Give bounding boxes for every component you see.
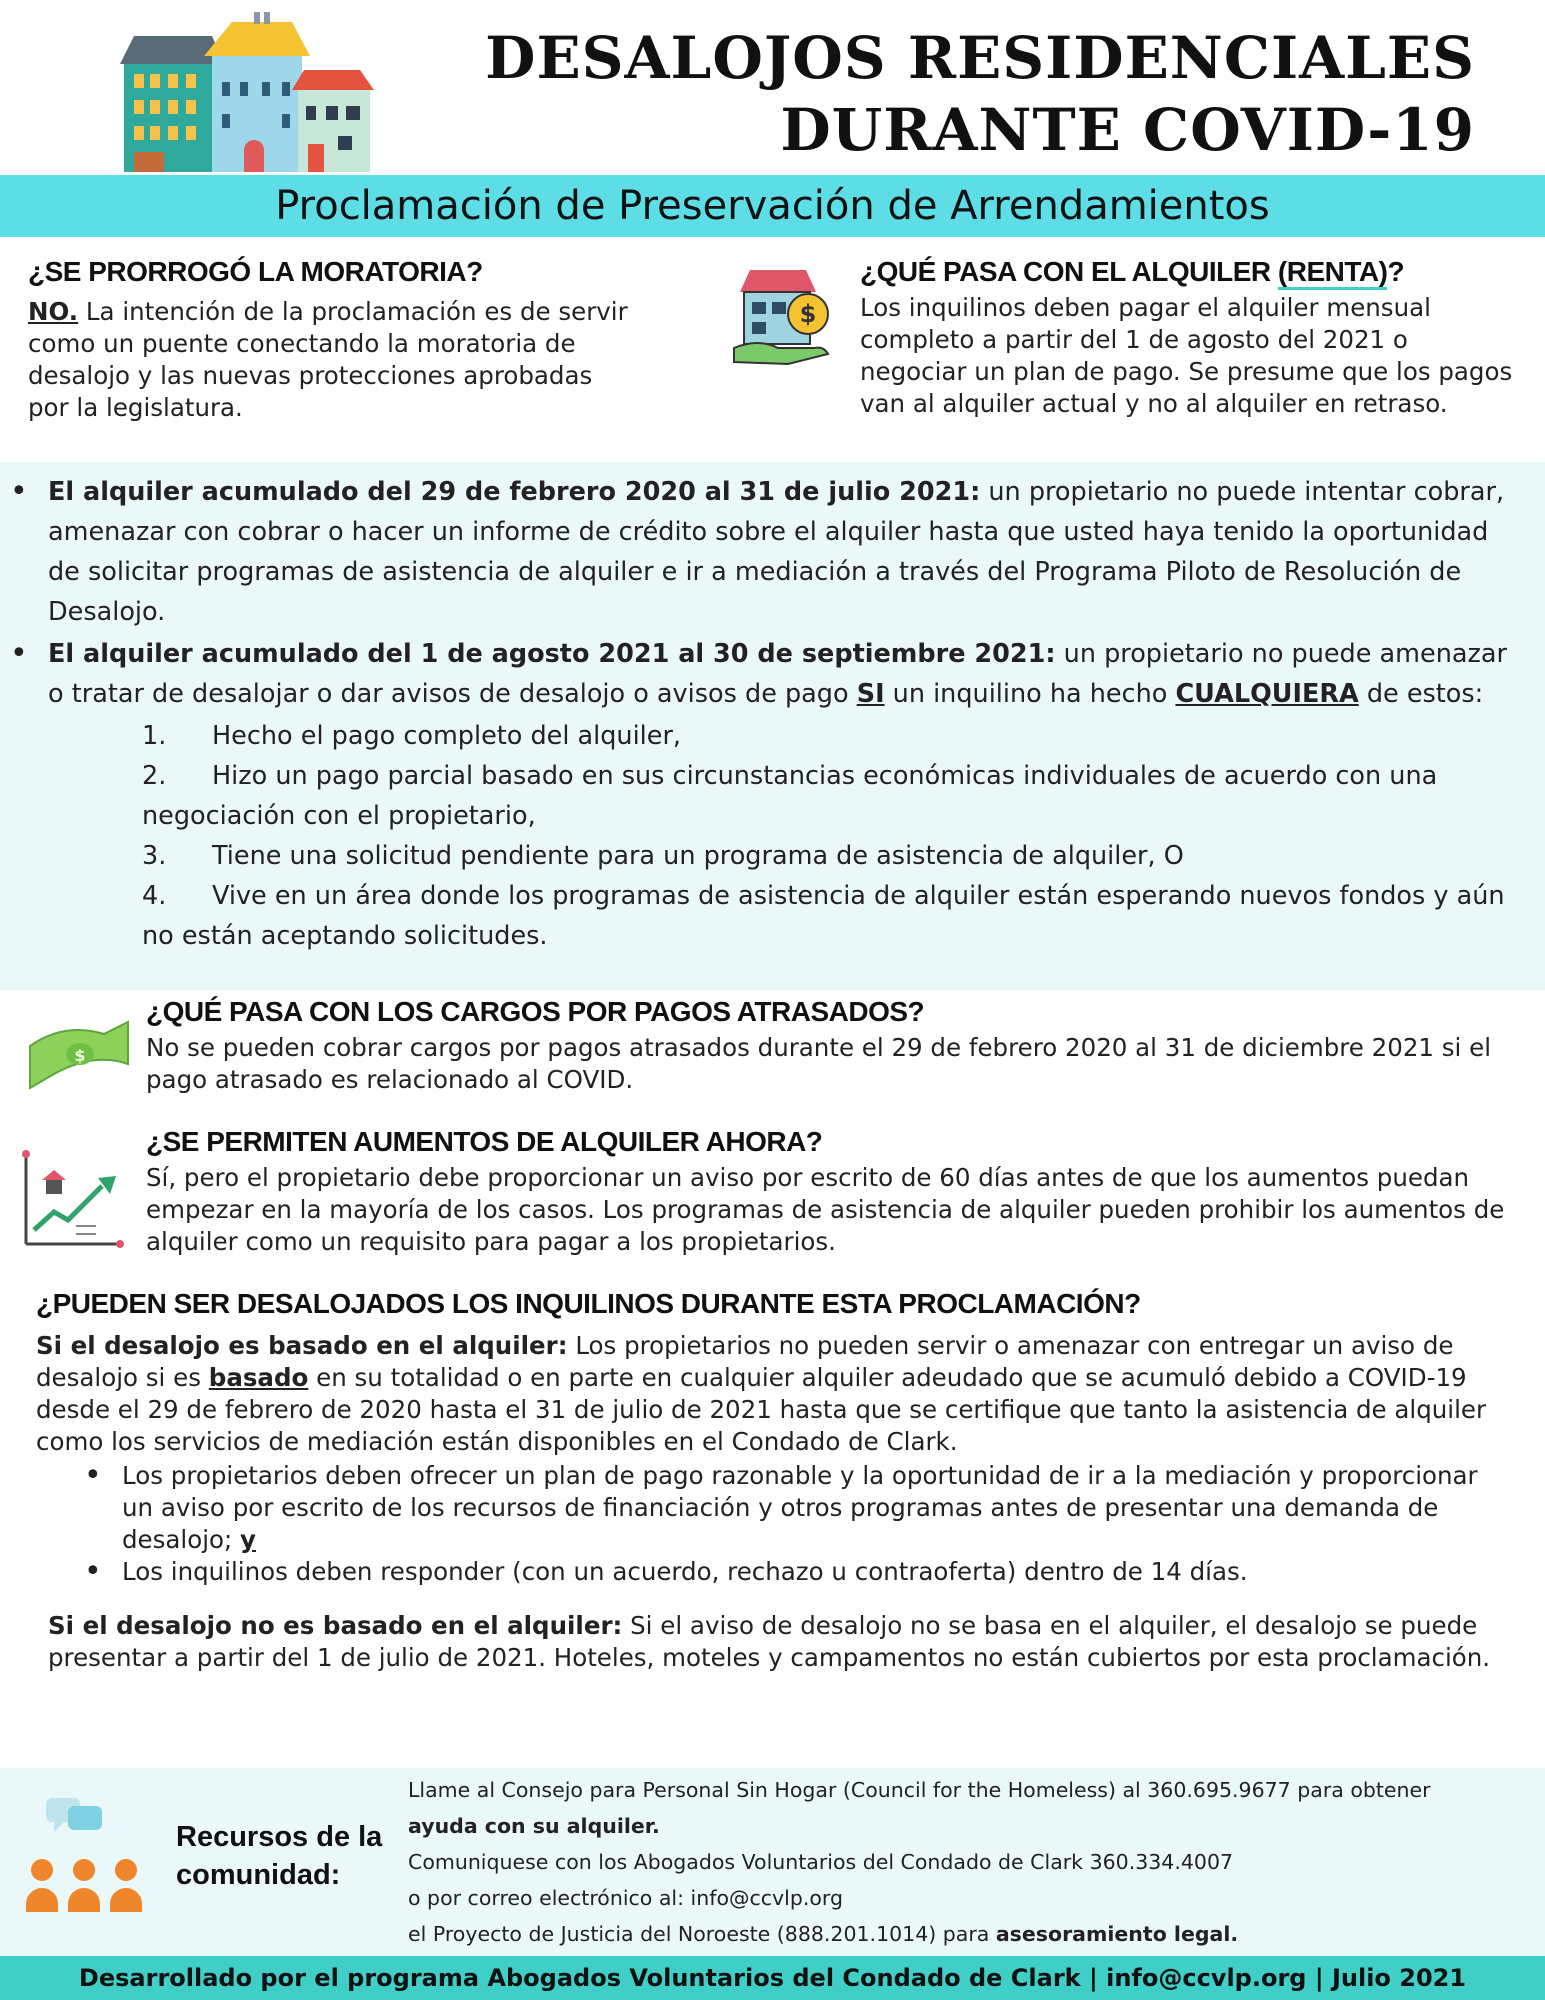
houses-illustration: [112, 12, 377, 172]
page-title: DESALOJOS RESIDENCIALES DURANTE COVID-19: [485, 24, 1475, 164]
resource-line: el Proyecto de Justicia del Noroeste (888.201.1014) para asesoramiento legal.: [408, 1922, 1239, 1946]
resource-line: Comuniquese con los Abogados Voluntarios del Condado de Clark 360.334.4007: [408, 1850, 1234, 1874]
list-item: 2. Hizo un pago parcial basado en sus circunstancias económicas individuales de acuerdo con una negociación con el propietario,: [142, 761, 1438, 831]
cargos-heading: ¿QUÉ PASA CON LOS CARGOS POR PAGOS ATRASADOS?: [146, 996, 925, 1027]
moratoria-answer: NO.: [28, 297, 79, 326]
footer-text: Desarrollado por el programa Abogados Voluntarios del Condado de Clark | info@ccvlp.org | Julio 2021: [78, 1964, 1467, 1992]
rent-bullets: [10, 472, 1510, 956]
resource-line: Llame al Consejo para Personal Sin Hogar (Council for the Homeless) al 360.695.9677 para obtener: [408, 1778, 1431, 1802]
renta-text: Los inquilinos deben pagar el alquiler mensual completo a partir del 1 de agosto del 2021 o negociar un plan de pago. Se presume que los pagos van al alquiler actual y no al alquiler en retraso.: [860, 293, 1513, 418]
moratoria-section: [28, 256, 628, 424]
aumentos-section: [146, 1126, 1526, 1258]
aumentos-heading: ¿SE PERMITEN AUMENTOS DE ALQUILER AHORA?: [146, 1126, 823, 1157]
list-item: • Los propietarios deben ofrecer un plan de pago razonable y la oportunidad de ir a la mediación y proporcionar un aviso por escrito de los recursos de financiación y otros programas antes de presentar una demanda de desalojo; y: [84, 1460, 1516, 1556]
svg-text:$: $: [799, 300, 817, 328]
community-people-icon: [24, 1796, 144, 1920]
renta-section: [860, 256, 1520, 420]
resources-label: Recursos de la comunidad:: [176, 1821, 383, 1891]
desalojo-heading: ¿PUEDEN SER DESALOJADOS LOS INQUILINOS DURANTE ESTA PROCLAMACIÓN?: [36, 1288, 1141, 1319]
list-item: • El alquiler acumulado del 29 de febrero 2020 al 31 de julio 2021: un propietario no puede intentar cobrar, amenazar con cobrar o hacer un informe de crédito sobre el alquiler hasta que usted haya tenido la oportunidad de solicitar programas de asistencia de alquiler e ir a mediación a través del Programa Piloto de Resolución de Desalojo.: [10, 472, 1510, 632]
resource-line: o por correo electrónico al: info@ccvlp.org: [408, 1886, 844, 1910]
storefront-money-icon: [728, 262, 838, 372]
desalojo-rent-paragraph: Si el desalojo es basado en el alquiler: Los propietarios no pueden servir o amenazar con entregar un aviso de desalojo si es basado en su totalidad o en parte en cualquier alquiler adeudado que se acumuló debido a COVID-19 desde el 29 de febrero de 2020 hasta el 31 de julio de 2021 hasta que se certifique que tanto la asistencia de alquiler como los servicios de mediación están disponibles en el Condado de Clark.: [36, 1331, 1487, 1456]
renta-heading: ¿QUÉ PASA CON EL ALQUILER (RENTA)?: [860, 256, 1520, 288]
list-item: 3. Tiene una solicitud pendiente para un programa de asistencia de alquiler, O: [142, 841, 1184, 871]
rent-increase-chart-icon: [20, 1150, 124, 1250]
list-item: • Los inquilinos deben responder (con un acuerdo, rechazo u contraoferta) dentro de 14 días.: [84, 1556, 1516, 1588]
moratoria-heading: ¿SE PRORROGÓ LA MORATORIA?: [28, 256, 483, 287]
svg-text:$: $: [74, 1046, 86, 1065]
moratoria-text: La intención de la proclamación es de servir como un puente conectando la moratoria de desalojo y las nuevas protecciones aprobadas por la legislatura.: [28, 297, 628, 422]
desalojo-section: [36, 1288, 1516, 1674]
cargos-section: [146, 996, 1526, 1096]
aumentos-text: Sí, pero el propietario debe proporcionar un aviso por escrito de 60 días antes de que los aumentos puedan empezar en la mayoría de los casos. Los programas de asistencia de alquiler pueden prohibir los aumentos de alquiler como un requisito para pagar a los propietarios.: [146, 1163, 1505, 1256]
numbered-list: [10, 716, 1510, 956]
list-item: • El alquiler acumulado del 1 de agosto 2021 al 30 de septiembre 2021: un propietario no puede amenazar o tratar de desalojar o dar avisos de desalojo o avisos de pago SI un inquilino ha hecho CUALQUIERA de estos:: [10, 634, 1510, 714]
list-item: 1. Hecho el pago completo del alquiler,: [142, 721, 682, 751]
list-item: 4. Vive en un área donde los programas de asistencia de alquiler están esperando nuevos fondos y aún no están aceptando solicitudes.: [142, 881, 1505, 951]
resources-list: [408, 1772, 1538, 1952]
desalojo-bullets: [36, 1460, 1516, 1588]
banner-title: Proclamación de Preservación de Arrendamientos: [275, 183, 1270, 229]
desalojo-non-rent-paragraph: Si el desalojo no es basado en el alquiler: Si el aviso de desalojo no se basa en el alquiler, el desalojo se puede presentar a partir del 1 de julio de 2021. Hoteles, moteles y campamentos no están cubiertos por esta proclamación.: [48, 1611, 1491, 1672]
money-bill-icon: [24, 1012, 134, 1098]
resource-line: ayuda con su alquiler.: [408, 1814, 660, 1838]
cargos-text: No se pueden cobrar cargos por pagos atrasados durante el 29 de febrero 2020 al 31 de diciembre 2021 si el pago atrasado es relacionado al COVID.: [146, 1033, 1492, 1094]
